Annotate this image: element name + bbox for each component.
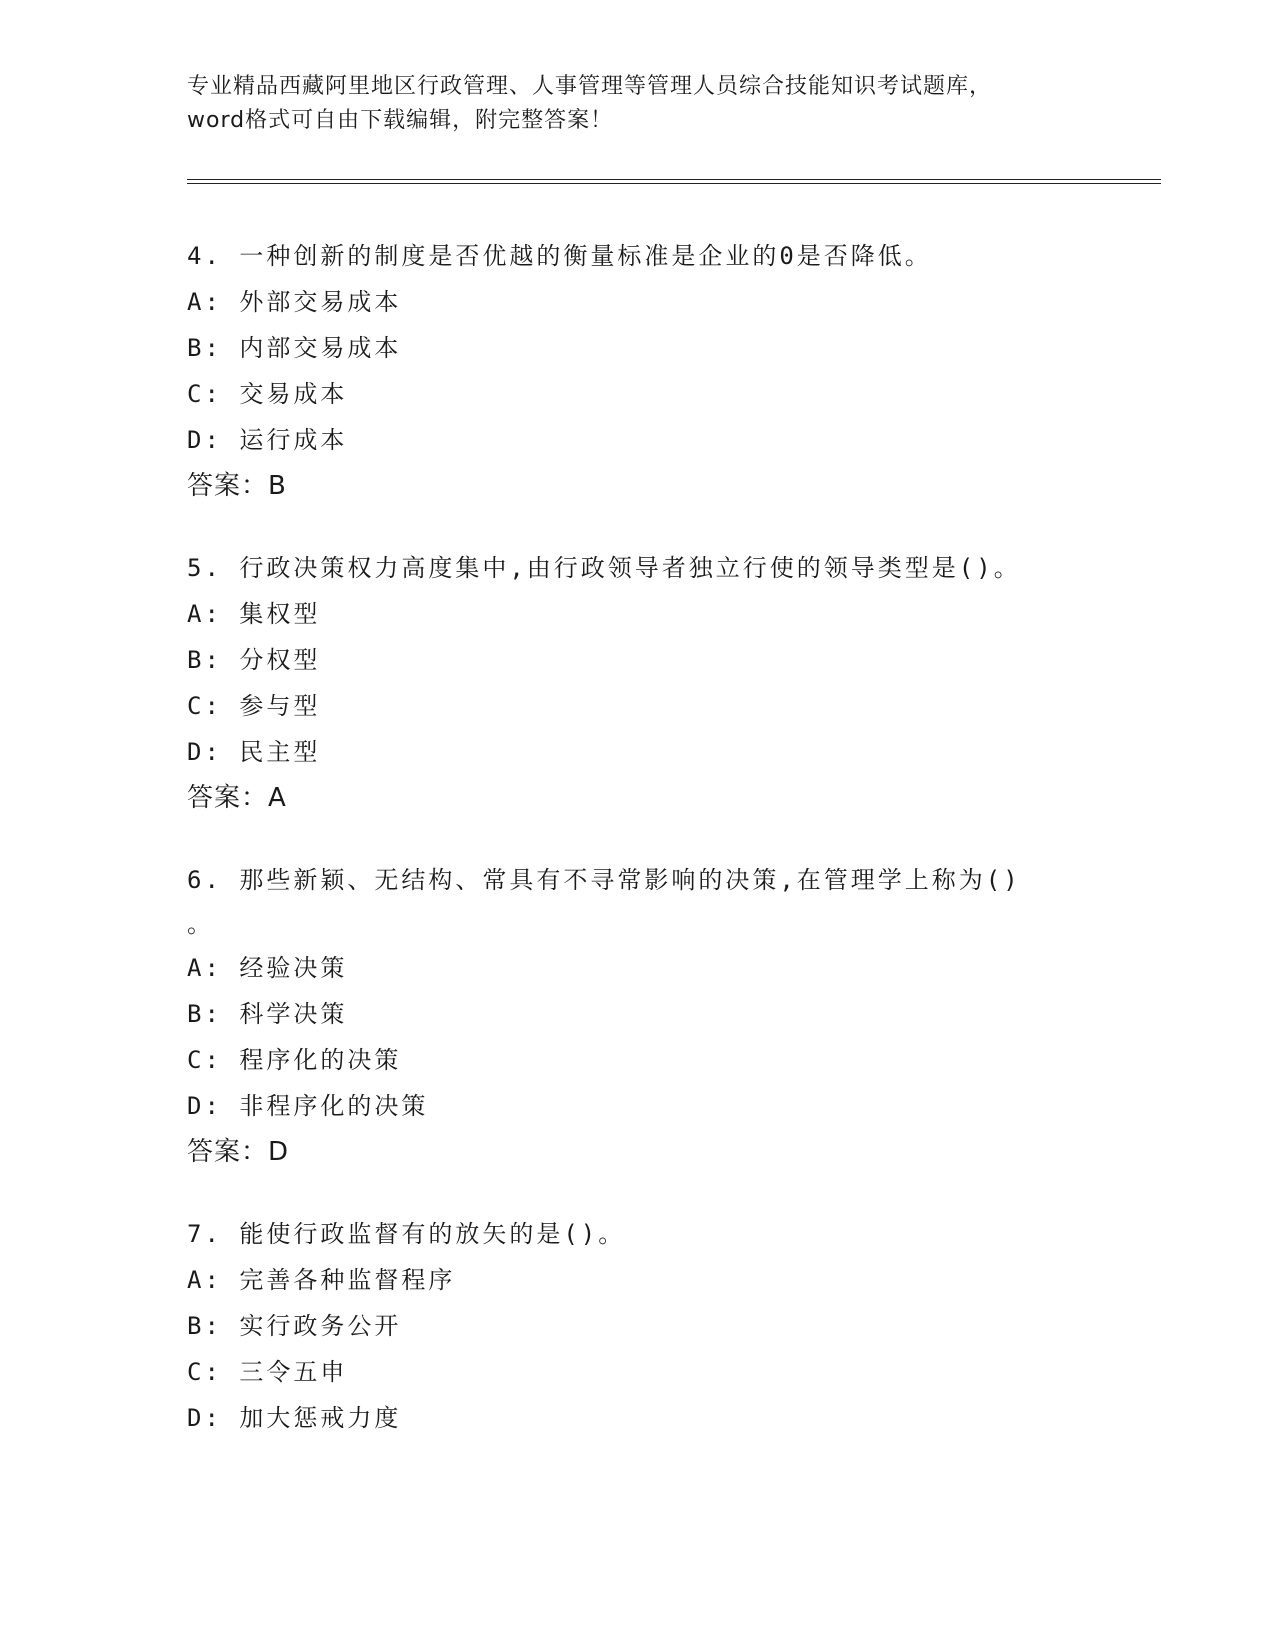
option-a: A: 经验决策 — [187, 954, 348, 982]
option-a: A: 完善各种监督程序 — [187, 1266, 456, 1294]
header-line-1: 专业精品西藏阿里地区行政管理、人事管理等管理人员综合技能知识考试题库， — [187, 74, 993, 99]
question-stem: 7. 能使行政监督有的放矢的是()。 — [187, 1220, 626, 1248]
option-c: C: 程序化的决策 — [187, 1046, 402, 1074]
option-d: D: 运行成本 — [187, 426, 348, 454]
answer-line: 答案：D — [187, 1137, 290, 1167]
option-a: A: 集权型 — [187, 600, 321, 628]
header-divider-top — [187, 179, 1161, 180]
question-stem: 5. 行政决策权力高度集中,由行政领导者独立行使的领导类型是()。 — [187, 554, 1021, 582]
option-b: B: 科学决策 — [187, 1000, 348, 1028]
question-5 — [187, 545, 1087, 821]
question-stem: 4. 一种创新的制度是否优越的衡量标准是企业的0是否降低。 — [187, 242, 932, 270]
option-a: A: 外部交易成本 — [187, 288, 402, 316]
option-c: C: 交易成本 — [187, 380, 348, 408]
question-stem: 6. 那些新颖、无结构、常具有不寻常影响的决策,在管理学上称为() — [187, 866, 1021, 894]
option-d: D: 非程序化的决策 — [187, 1092, 429, 1120]
header-divider-bottom — [187, 183, 1161, 184]
option-c: C: 三令五申 — [187, 1358, 348, 1386]
header-line-2: word格式可自由下载编辑，附完整答案！ — [187, 108, 614, 133]
option-b: B: 实行政务公开 — [187, 1312, 402, 1340]
question-4 — [187, 233, 1087, 509]
question-7 — [187, 1211, 1087, 1441]
answer-line: 答案：A — [187, 783, 287, 813]
option-b: B: 分权型 — [187, 646, 321, 674]
option-d: D: 加大惩戒力度 — [187, 1404, 402, 1432]
question-stem-continuation: 。 — [187, 910, 211, 938]
option-b: B: 内部交易成本 — [187, 334, 402, 362]
option-c: C: 参与型 — [187, 692, 321, 720]
option-d: D: 民主型 — [187, 738, 321, 766]
question-list — [187, 233, 1087, 1477]
answer-line: 答案：B — [187, 471, 287, 501]
question-6 — [187, 857, 1087, 1175]
document-header — [187, 70, 1047, 138]
